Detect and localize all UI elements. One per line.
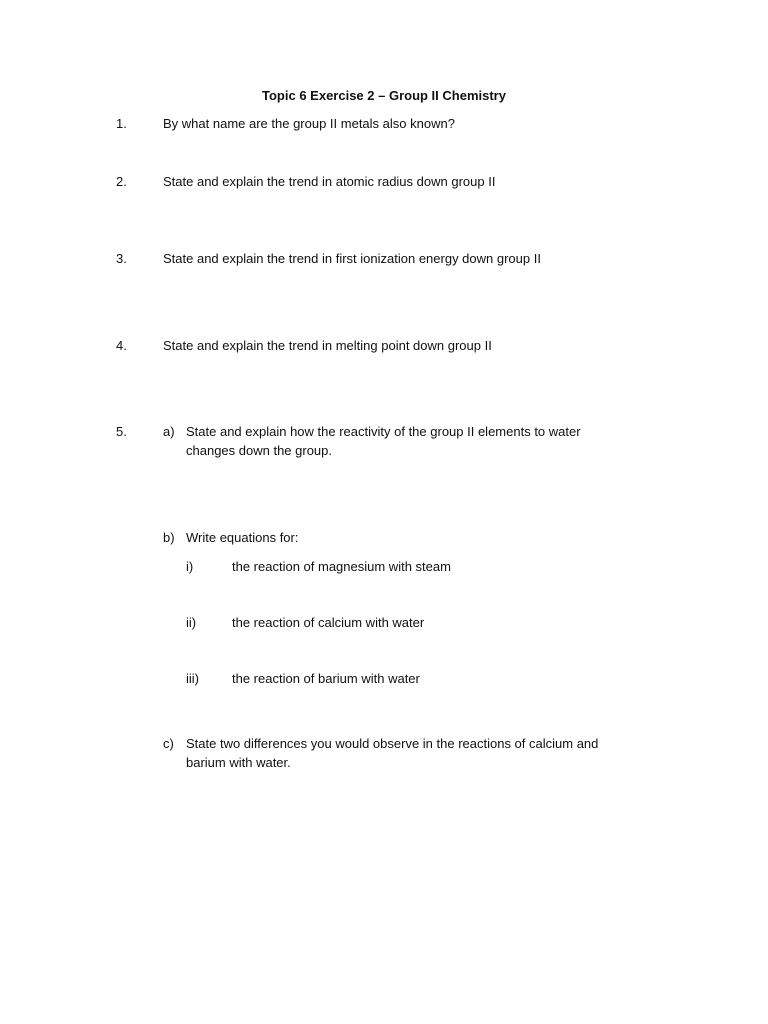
part-c-line-2: barium with water.	[186, 755, 291, 770]
question-4-number: 4.	[116, 338, 127, 353]
part-b-item-iii-text: the reaction of barium with water	[232, 671, 420, 686]
question-2-text: State and explain the trend in atomic radius down group II	[163, 174, 496, 189]
part-b-text: Write equations for:	[186, 530, 299, 545]
part-a-line-2: changes down the group.	[186, 443, 332, 458]
page-title: Topic 6 Exercise 2 – Group II Chemistry	[262, 88, 506, 103]
part-c-label: c)	[163, 736, 174, 751]
part-b-item-ii-label: ii)	[186, 615, 197, 630]
part-b-item-ii-text: the reaction of calcium with water	[232, 615, 425, 630]
question-5-number: 5.	[116, 424, 127, 439]
part-b-item-i-text: the reaction of magnesium with steam	[232, 559, 451, 574]
part-b-item-i-label: i)	[186, 559, 194, 574]
question-3-text: State and explain the trend in first ionization energy down group II	[163, 251, 541, 266]
part-a-label: a)	[163, 424, 175, 439]
question-1-number: 1.	[116, 116, 127, 131]
question-1-text: By what name are the group II metals also known?	[163, 116, 455, 131]
question-2-number: 2.	[116, 174, 127, 189]
part-b-item-iii-label: iii)	[186, 671, 199, 686]
part-b-label: b)	[163, 530, 175, 545]
part-c-line-1: State two differences you would observe in the reactions of calcium and	[186, 736, 599, 751]
question-4-text: State and explain the trend in melting point down group II	[163, 338, 492, 353]
question-3-number: 3.	[116, 251, 127, 266]
part-a-line-1: State and explain how the reactivity of the group II elements to water	[186, 424, 581, 439]
